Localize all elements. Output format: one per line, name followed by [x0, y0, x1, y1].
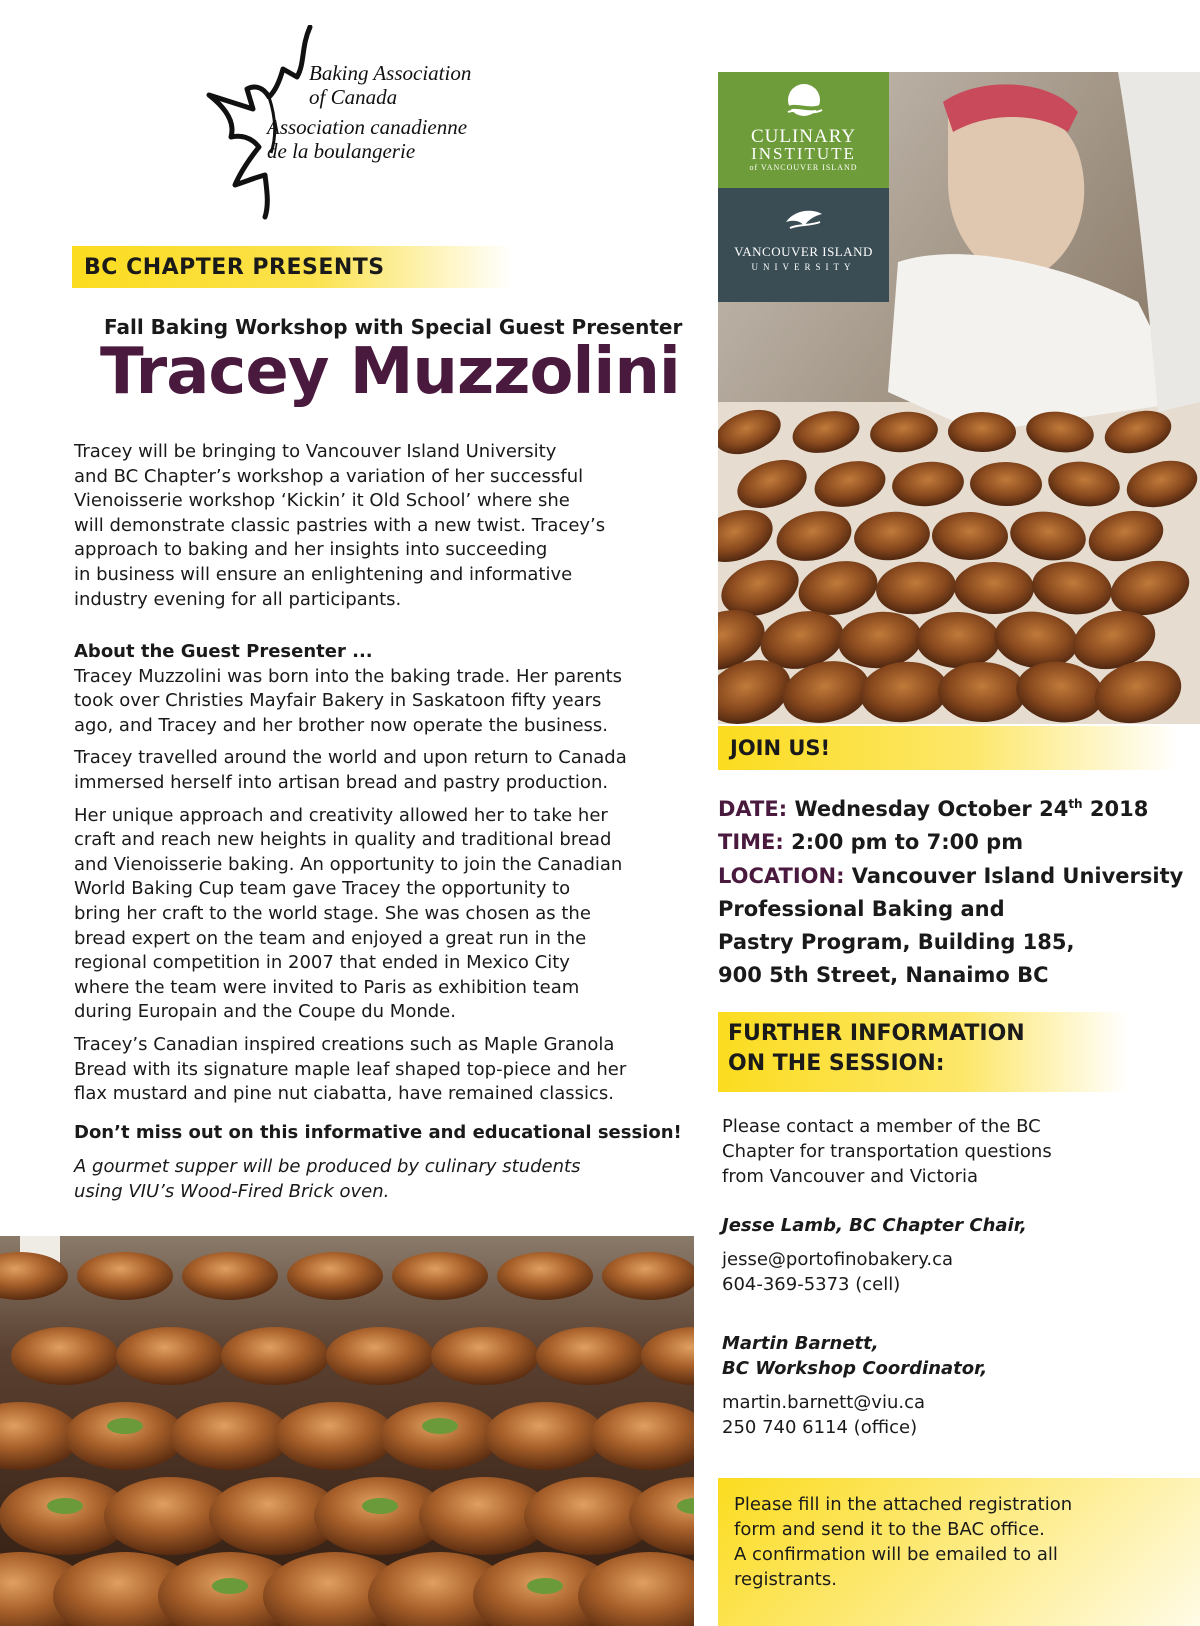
pastry-shape [275, 1402, 395, 1470]
about-line: regional competition in 2007 that ended in Mexico City [74, 952, 570, 974]
contact-line: Please contact a member of the BC [722, 1116, 1041, 1137]
contact2-name [722, 1331, 987, 1381]
time-value: 2:00 pm to 7:00 pm [791, 830, 1024, 855]
supper-line: A gourmet supper will be produced by culinary students [74, 1156, 581, 1177]
pastry-shape [485, 1402, 605, 1470]
contact1-phone: 604-369-5373 (cell) [722, 1274, 901, 1295]
pastry-shape [326, 1327, 434, 1385]
about-paragraph [74, 665, 694, 739]
pastry-shape [65, 1402, 185, 1470]
workshop-subtitle: Fall Baking Workshop with Special Guest Presenter [104, 315, 683, 339]
sun-icon [782, 82, 826, 122]
contact2-email[interactable]: martin.barnett@viu.ca [722, 1392, 926, 1413]
leaf-wave-icon [782, 206, 826, 232]
contact2-name-line1: Martin Barnett, [722, 1333, 879, 1354]
pastry-shape [11, 1327, 119, 1385]
herb-garnish [362, 1498, 398, 1514]
about-line: Tracey’s Canadian inspired creations such as Maple Granola [74, 1033, 615, 1055]
further-info-heading-line2: ON THE SESSION: [728, 1051, 945, 1076]
pastry-shape [431, 1327, 539, 1385]
about-paragraph [74, 1033, 694, 1107]
viu-line2: UNIVERSITY [751, 262, 856, 272]
pastry-shape [536, 1327, 644, 1385]
contact2-info [722, 1390, 925, 1440]
further-info-band [718, 1012, 1128, 1092]
about-line: Her unique approach and creativity allowed her to take her [74, 804, 608, 826]
pastry-shape [497, 1252, 593, 1300]
pastry-shape [170, 1402, 290, 1470]
logo-fr-line2: de la boulangerie [267, 139, 416, 163]
registration-box [718, 1478, 1200, 1626]
date-year: 2018 [1082, 797, 1149, 821]
pastry-shape [182, 1252, 278, 1300]
registration-line: A confirmation will be emailed to all [734, 1544, 1058, 1565]
herb-garnish [422, 1418, 458, 1434]
about-line: flax mustard and pine nut ciabatta, have remained classics. [74, 1083, 615, 1105]
bc-chapter-label: BC CHAPTER PRESENTS [84, 255, 385, 280]
about-paragraph [74, 746, 694, 795]
pastry-shape [287, 1252, 383, 1300]
intro-line: industry evening for all participants. [74, 588, 402, 610]
herb-garnish [47, 1498, 83, 1514]
logo-en-line1: Baking Association [309, 61, 472, 85]
culinary-line2: INSTITUTE [751, 144, 856, 163]
herb-garnish [107, 1418, 143, 1434]
registration-line: registrants. [734, 1569, 837, 1590]
intro-line: Tracey will be bringing to Vancouver Island University [74, 441, 557, 462]
pastry-shape [392, 1252, 488, 1300]
registration-text [734, 1492, 1174, 1592]
pastry-shape [380, 1402, 500, 1470]
pastry-shape [602, 1252, 694, 1300]
about-line: bring her craft to the world stage. She was chosen as the [74, 902, 591, 924]
registration-line: form and send it to the BAC office. [734, 1519, 1045, 1540]
date-suffix: th [1068, 797, 1083, 811]
about-line: World Baking Cup team gave Tracey the opportunity to [74, 878, 571, 900]
bac-logo [205, 25, 505, 220]
intro-paragraph [74, 440, 684, 612]
about-heading: About the Guest Presenter ... [74, 641, 373, 662]
contact1-info [722, 1247, 953, 1297]
culinary-line1: CULINARY [750, 126, 857, 147]
location-label: LOCATION: [718, 863, 845, 888]
pastry-shape [77, 1252, 173, 1300]
further-info-heading-line1: FURTHER INFORMATION [728, 1021, 1025, 1046]
about-line: craft and reach new heights in quality and traditional bread [74, 829, 612, 851]
viu-logo [718, 188, 889, 302]
time-row [718, 826, 1198, 859]
contact-line: Chapter for transportation questions [722, 1141, 1052, 1162]
location-line: Professional Baking and [718, 896, 1005, 921]
contact-instructions [722, 1114, 1182, 1189]
about-line: Tracey Muzzolini was born into the baking trade. Her parents [74, 665, 623, 687]
about-line: immersed herself into artisan bread and pastry production. [74, 771, 609, 793]
culinary-line3: of VANCOUVER ISLAND [749, 163, 858, 172]
contact1-email[interactable]: jesse@portofinobakery.ca [722, 1249, 954, 1270]
viu-line1: VANCOUVER ISLAND [734, 244, 873, 259]
about-line: where the team were invited to Paris as exhibition team [74, 976, 580, 998]
join-us-label: JOIN US! [730, 736, 831, 760]
about-line: bread expert on the team and enjoyed a great run in the [74, 927, 587, 949]
intro-line: and BC Chapter’s workshop a variation of her successful [74, 465, 584, 487]
about-line: Bread with its signature maple leaf shaped top-piece and her [74, 1058, 627, 1080]
time-label: TIME: [718, 830, 784, 855]
location-line: 900 5th Street, Nanaimo BC [718, 963, 1049, 988]
contact2-phone: 250 740 6114 (office) [722, 1417, 918, 1438]
date-row [718, 788, 1198, 826]
date-value: Wednesday October 24 [794, 797, 1069, 821]
herb-garnish [212, 1578, 248, 1594]
intro-line: Vienoisserie workshop ‘Kickin’ it Old School’ where she [74, 490, 570, 512]
about-section [74, 640, 694, 1115]
date-label: DATE: [718, 797, 788, 821]
join-us-band [718, 726, 1178, 770]
logo-fr-line1: Association canadienne [267, 115, 468, 139]
bc-chapter-band [72, 246, 512, 288]
intro-line: will demonstrate classic pastries with a new twist. Tracey’s [74, 514, 606, 536]
pastries-closeup-photo [0, 1236, 694, 1626]
location-line: Vancouver Island University [851, 863, 1184, 888]
location-row [718, 860, 1198, 893]
event-details [718, 788, 1198, 993]
intro-line: in business will ensure an enlightening and informative [74, 563, 573, 585]
contact2-name-line2: BC Workshop Coordinator, [722, 1358, 988, 1379]
about-line: Tracey travelled around the world and upon return to Canada [74, 747, 627, 769]
about-paragraph [74, 804, 694, 1025]
contact1-name: Jesse Lamb, BC Chapter Chair, [722, 1215, 1027, 1236]
pastry-shape [221, 1327, 329, 1385]
about-line: during Europain and the Coupe du Monde. [74, 1001, 456, 1023]
contact-line: from Vancouver and Victoria [722, 1166, 979, 1187]
supper-note [74, 1155, 694, 1204]
about-line: took over Christies Mayfair Bakery in Saskatoon fifty years [74, 690, 602, 712]
intro-line: approach to baking and her insights into succeeding [74, 539, 548, 561]
herb-garnish [527, 1578, 563, 1594]
about-line: and Vienoisserie baking. An opportunity to join the Canadian [74, 853, 623, 875]
about-line: ago, and Tracey and her brother now operate the business. [74, 714, 609, 736]
dont-miss-cta: Don’t miss out on this informative and educational session! [74, 1122, 682, 1143]
pastry-shape [116, 1327, 224, 1385]
location-line: Pastry Program, Building 185, [718, 930, 1075, 955]
supper-line: using VIU’s Wood-Fired Brick oven. [74, 1180, 390, 1202]
presenter-name: Tracey Muzzolini [100, 335, 680, 409]
logo-en-line2: of Canada [309, 85, 398, 109]
culinary-institute-logo [718, 72, 889, 188]
registration-line: Please fill in the attached registration [734, 1494, 1073, 1515]
